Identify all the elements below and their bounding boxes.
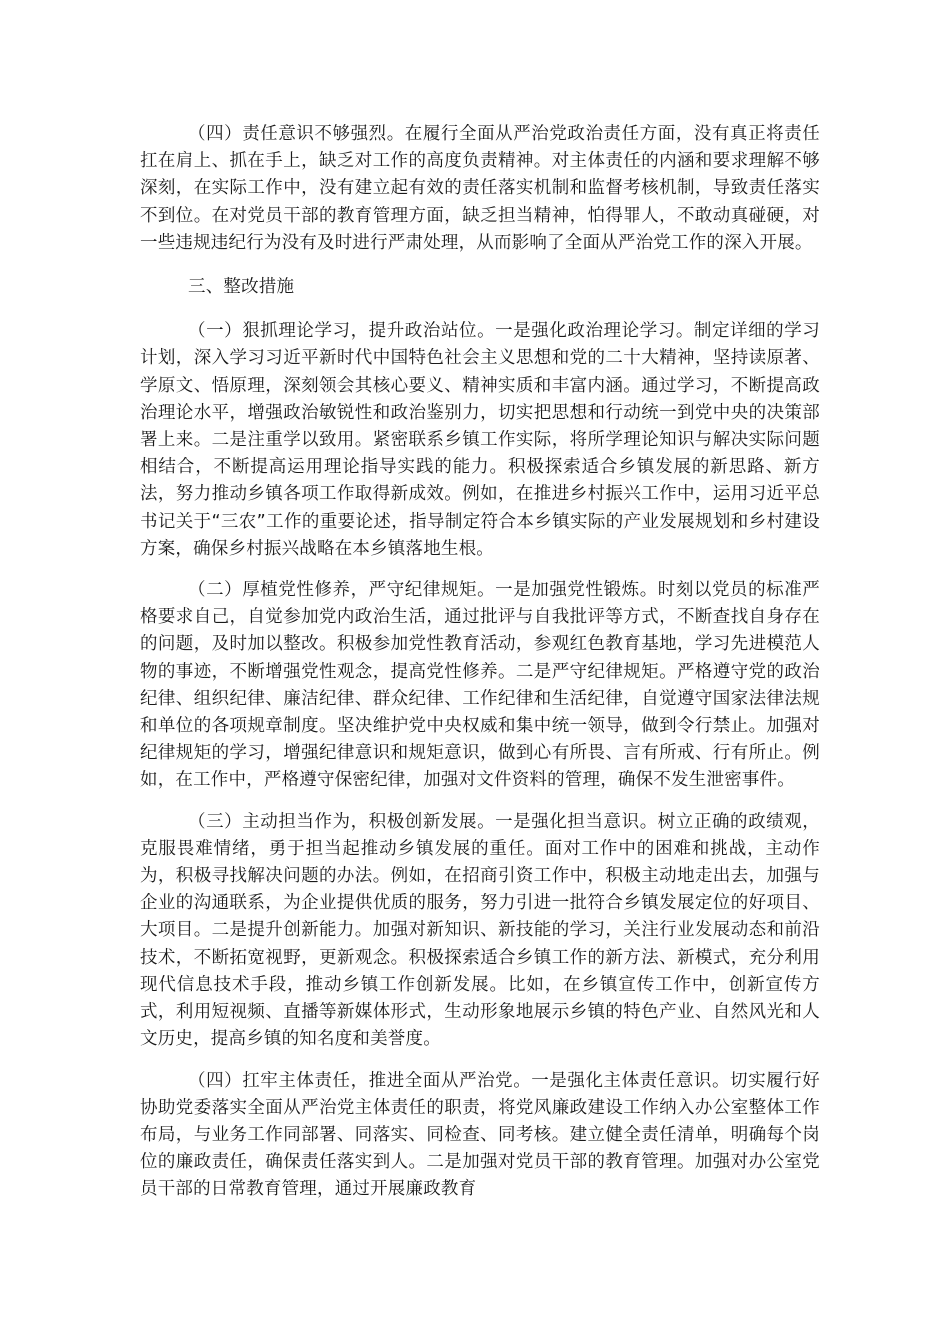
paragraph-theory-study: （一）狠抓理论学习，提升政治站位。一是强化政治理论学习。制定详细的学习计划，深入学习习近平新时代中国特色社会主义思想和党的二十大精神，坚持读原著、学原文、悟原理，深刻领会其核心要义、精神实质和丰富内涵。通过学习，不断提高政治理论水平，增强政治敏锐性和政治鉴别力，切实把思想和行动统一到党中央的决策部署上来。二是注重学以致用。紧密联系乡镇工作实际，将所学理论知识与解决实际问题相结合，不断提高运用理论指导实践的能力。积极探索适合乡镇发展的新思路、新方法，努力推动乡镇各项工作取得新成效。例如，在推进乡村振兴工作中，运用习近平总书记关于“三农”工作的重要论述，指导制定符合本乡镇实际的产业发展规划和乡村建设方案，确保乡村振兴战略在本乡镇落地生根。 [140,321,820,559]
paragraph-responsibility-awareness: （四）责任意识不够强烈。在履行全面从严治党政治责任方面，没有真正将责任扛在肩上、抓在手上，缺乏对工作的高度负责精神。对主体责任的内涵和要求理解不够深刻，在实际工作中，没有建立起有效的责任落实机制和监督考核机制，导致责任落实不到位。在对党员干部的教育管理方面，缺乏担当精神，怕得罪人，不敢动真碰硬，对一些违规违纪行为没有及时进行严肃处理，从而影响了全面从严治党工作的深入开展。 [140,124,820,253]
section-heading-rectification-measures: 三、整改措施 [188,277,295,298]
document-page [140,121,820,1204]
paragraph-party-spirit-discipline: （二）厚植党性修养，严守纪律规矩。一是加强党性锻炼。时刻以党员的标准严格要求自己，自觉参加党内政治生活，通过批评与自我批评等方式，不断查找自身存在的问题，及时加以整改。积极参加党性教育活动，参观红色教育基地，学习先进模范人物的事迹，不断增强党性观念，提高党性修养。二是严守纪律规矩。严格遵守党的政治纪律、组织纪律、廉洁纪律、群众纪律、工作纪律和生活纪律，自觉遵守国家法律法规和单位的各项规章制度。坚决维护党中央权威和集中统一领导，做到令行禁止。加强对纪律规矩的学习，增强纪律意识和规矩意识，做到心有所畏、言有所戒、行有所止。例如，在工作中，严格遵守保密纪律，加强对文件资料的管理，确保不发生泄密事件。 [140,580,820,791]
paragraph-initiative-innovation: （三）主动担当作为，积极创新发展。一是强化担当意识。树立正确的政绩观，克服畏难情绪，勇于担当起推动乡镇发展的重任。面对工作中的困难和挑战，主动作为，积极寻找解决问题的办法。例如，在招商引资工作中，积极主动地走出去，加强与企业的沟通联系，为企业提供优质的服务，努力引进一批符合乡镇发展定位的好项目、大项目。二是提升创新能力。加强对新知识、新技能的学习，关注行业发展动态和前沿技术，不断拓宽视野，更新观念。积极探索适合乡镇工作的新方法、新模式，充分利用现代信息技术手段，推动乡镇工作创新发展。比如，在乡镇宣传工作中，创新宣传方式，利用短视频、直播等新媒体形式，生动形象地展示乡镇的特色产业、自然风光和人文历史，提高乡镇的知名度和美誉度。 [140,811,820,1050]
paragraph-main-responsibility: （四）扛牢主体责任，推进全面从严治党。一是强化主体责任意识。切实履行好协助党委落实全面从严治党主体责任的职责，将党风廉政建设工作纳入办公室整体工作布局，与业务工作同部署、同落实、同检查、同考核。建立健全责任清单，明确每个岗位的廉政责任，确保责任落实到人。二是加强对党员干部的教育管理。加强对办公室党员干部的日常教育管理，通过开展廉政教育 [140,1070,820,1200]
